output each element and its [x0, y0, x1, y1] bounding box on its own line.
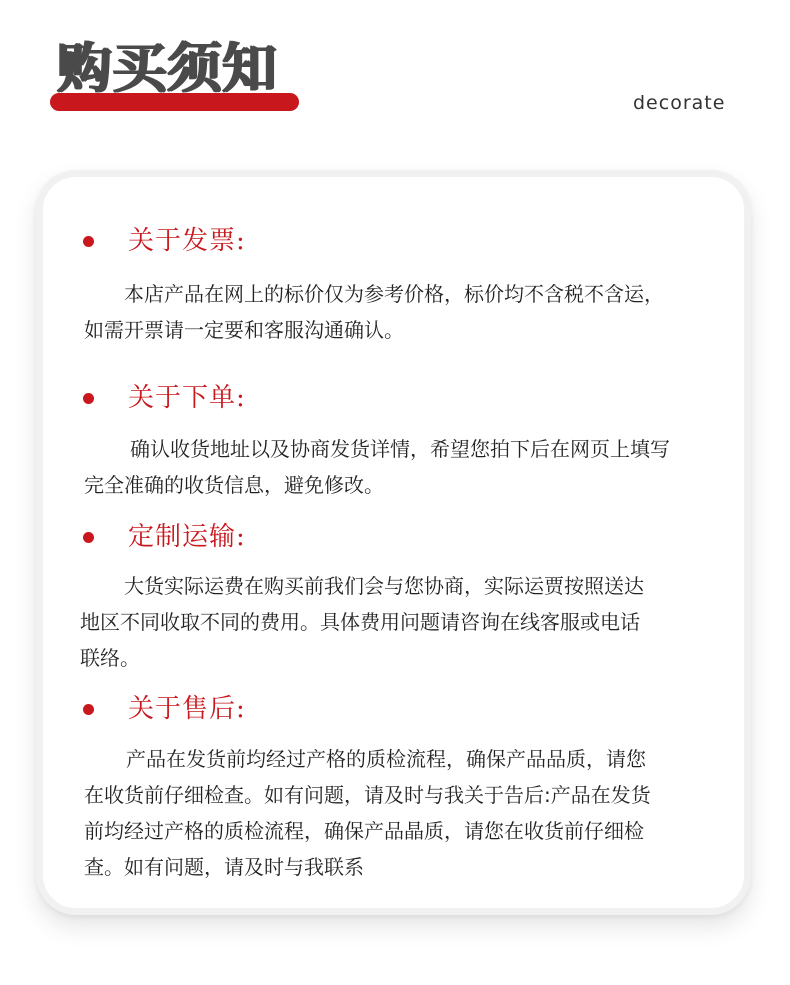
body-line: 地区不同收取不同的费用。具体费用问题请咨询在线客服或电话	[80, 610, 640, 634]
body-line: 在收货前仔细检查。如有问题，请及时与我关于告后:产品在发货	[84, 783, 651, 807]
body-line: 完全准确的收货信息，避免修改。	[84, 473, 384, 497]
section-body-aftersales	[84, 741, 651, 885]
page-header	[0, 0, 790, 140]
body-line: 如需开票请一定要和客服沟通确认。	[84, 318, 404, 342]
section-title-aftersales: 关于售后:	[128, 694, 246, 724]
bullet-dot-icon	[83, 704, 94, 715]
page-title: 购买须知	[57, 37, 277, 100]
section-title-order: 关于下单:	[128, 383, 246, 413]
body-line: 大货实际运费在购买前我们会与您协商，实际运贾按照送达	[124, 574, 644, 598]
section-body-order	[84, 431, 670, 503]
section-title-shipping: 定制运输:	[128, 522, 246, 552]
body-line: 查。如有问题，请及时与我联系	[84, 855, 364, 879]
body-line: 前均经过产格的质检流程，确保产品晶质，请您在收货前仔细检	[84, 819, 644, 843]
section-body-invoice	[84, 276, 664, 348]
section-title-invoice: 关于发票:	[128, 226, 246, 256]
body-line: 本店产品在网上的标价仅为参考价格，标价均不含税不含运，	[124, 282, 664, 306]
bullet-dot-icon	[83, 393, 94, 404]
section-body-shipping	[80, 568, 644, 676]
bullet-dot-icon	[83, 532, 94, 543]
decor-label: decorate	[633, 92, 726, 114]
body-line: 确认收货地址以及协商发货详情，希望您拍下后在网页上填写	[130, 437, 670, 461]
body-line: 产品在发货前均经过产格的质检流程，确保产品品质，请您	[126, 747, 646, 771]
body-line: 联络。	[80, 646, 140, 670]
bullet-dot-icon	[83, 236, 94, 247]
